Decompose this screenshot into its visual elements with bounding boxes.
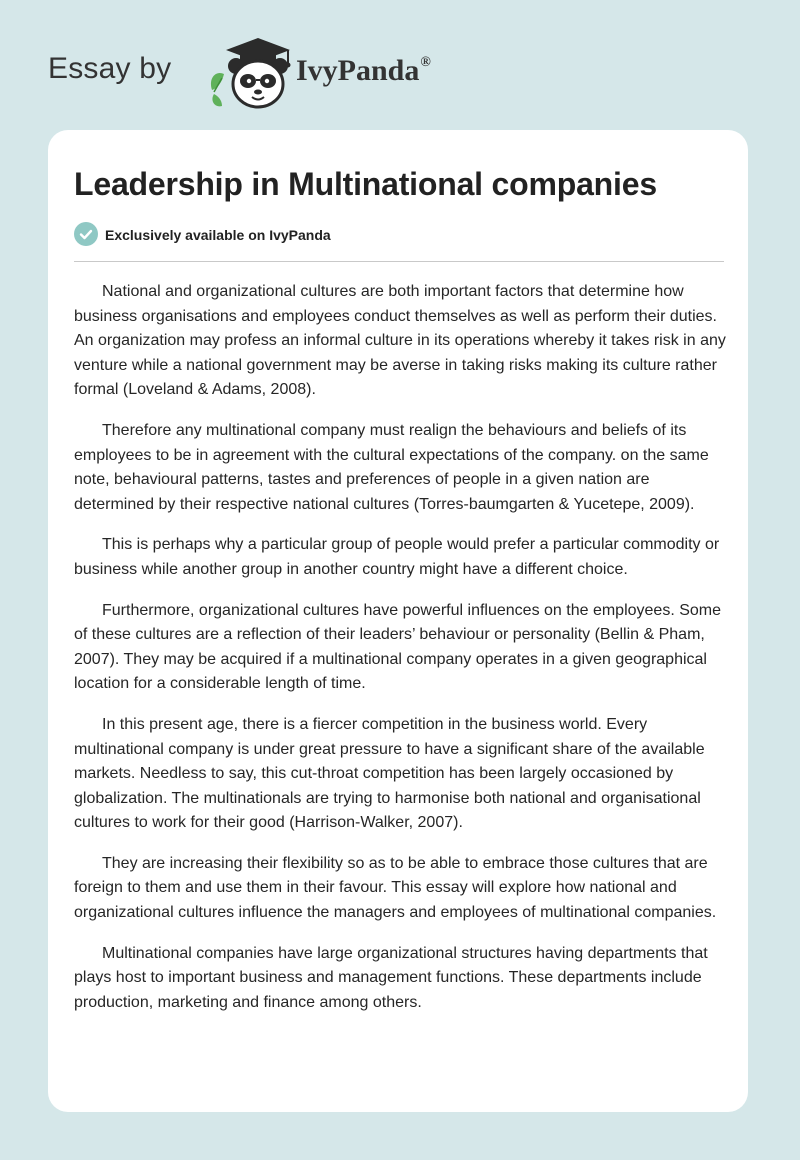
essay-card — [48, 130, 748, 1112]
essay-paragraph: National and organizational cultures are both important factors that determine how business organisations and employees conduct themselves as well as perform their duties. An organization may profess an informal culture in its operations whereby it takes risk in any venture while a national government may be averse in taking risks making its culture rather formal (Loveland & Adams, 2008). — [74, 283, 726, 399]
brand-name-text: IvyPanda — [296, 54, 420, 87]
check-circle-icon — [74, 222, 98, 246]
essay-paragraph: This is perhaps why a particular group of people would prefer a particular commodity or business while another group in another country might have a different choice. — [74, 536, 720, 578]
brand-prefix: Essay by — [48, 52, 172, 85]
essay-paragraph: Therefore any multinational company must realign the behaviours and beliefs of its employees to be in agreement with the cultural expectations of the company. on the same note, behavioural patterns, tastes and preferences of people in a given nation are determined by their respective national cultures (Torres-baumgarten & Yucetepe, 2009). — [74, 421, 709, 513]
essay-paragraph: Furthermore, organizational cultures have powerful influences on the employees. Some of these cultures are a reflection of their leaders’ behaviour or personality (Bellin & Pham, 2007). They may be acquired if a multinational company operates in a given geographical location for a considerable length of time. — [74, 601, 721, 693]
essay-title: Leadership in Multinational companies — [74, 166, 657, 202]
brand-header — [48, 30, 478, 110]
panda-graduate-icon — [202, 34, 296, 112]
brand-name — [296, 54, 431, 88]
exclusive-label: Exclusively available on IvyPanda — [105, 227, 331, 243]
divider — [74, 261, 724, 262]
essay-paragraph: Multinational companies have large organizational structures having departments that plays host to important business and management functions. These departments include production, marketing and finance among others. — [74, 944, 708, 1011]
essay-body — [74, 280, 726, 1031]
essay-paragraph: They are increasing their flexibility so as to be able to embrace those cultures that are foreign to them and use them in their favour. This essay will explore how national and organizational cultures influence the managers and employees of multinational companies. — [74, 854, 717, 922]
registered-mark: ® — [420, 55, 431, 70]
essay-paragraph: In this present age, there is a fiercer competition in the business world. Every multinational company is under great pressure to have a significant share of the available markets. Needless to say, this cut-throat competition has been largely occasioned by globalization. The multinationals are trying to harmonise both national and organisational cultures to work for their good (Harrison-Walker, 2007). — [74, 715, 705, 832]
